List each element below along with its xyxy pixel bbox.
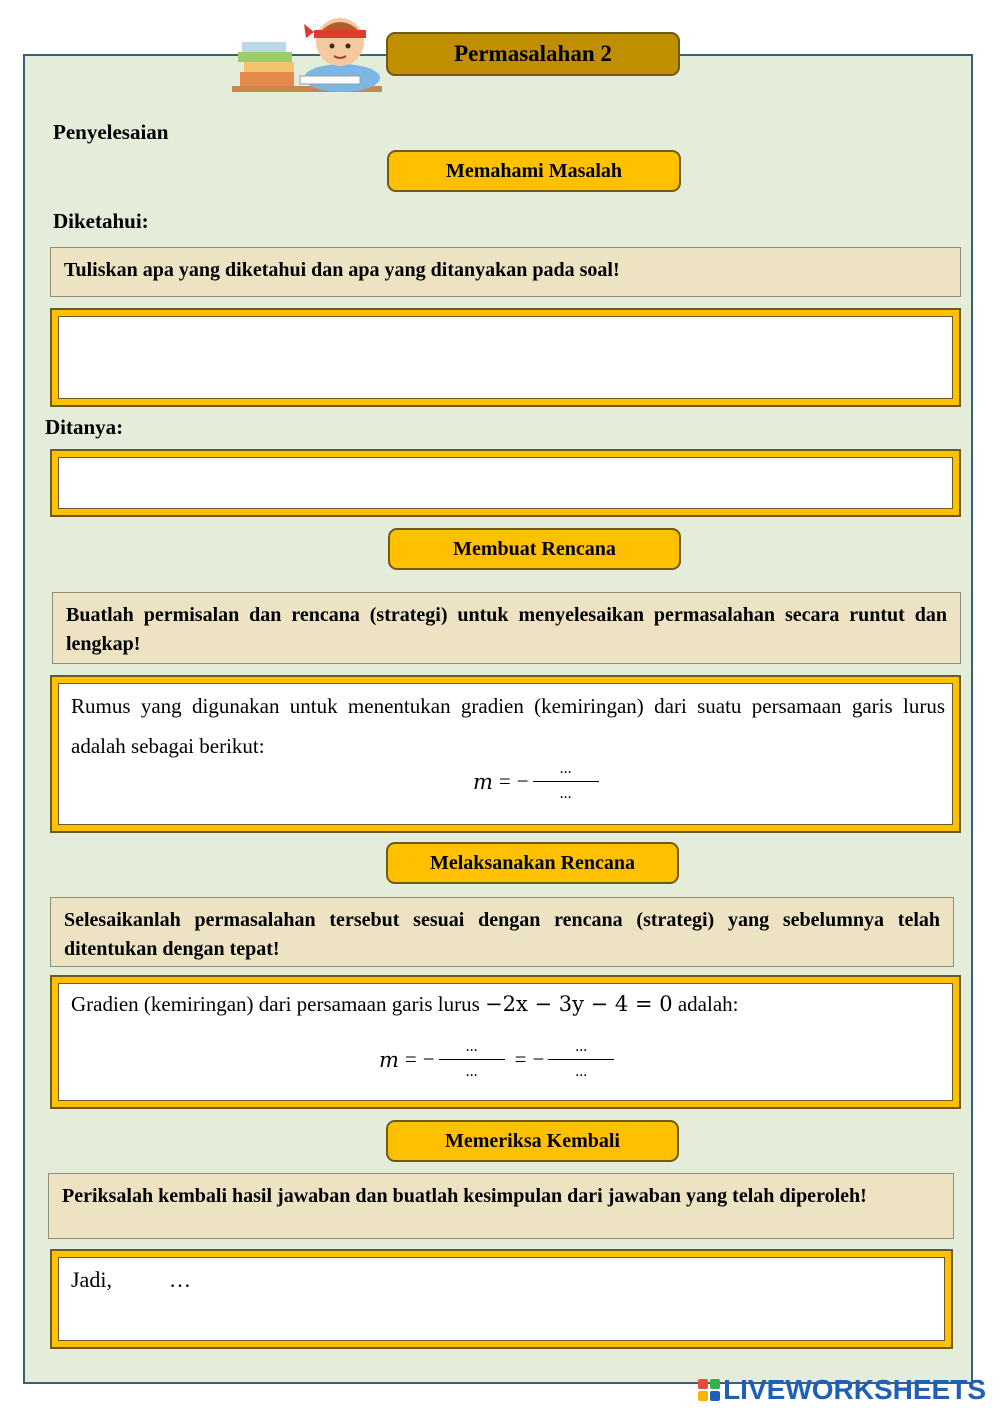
- formula-fraction: [533, 760, 599, 803]
- body-suffix: adalah:: [677, 992, 739, 1016]
- membuat-rencana-heading: Membuat Rencana: [388, 528, 681, 570]
- melaksanakan-answer-frame: [50, 975, 961, 1109]
- fraction-denominator-2[interactable]: ...: [575, 1063, 588, 1080]
- memeriksa-kembali-heading: Memeriksa Kembali: [386, 1120, 679, 1162]
- line-equation: −2x − 3y − 4 = 0: [485, 992, 673, 1016]
- memeriksa-answer-frame: [50, 1249, 953, 1349]
- formula-variable: m: [379, 1047, 399, 1072]
- fraction-numerator-2[interactable]: ...: [575, 1038, 588, 1055]
- penyelesaian-label: Penyelesaian: [53, 120, 169, 144]
- rencana-instruction: Buatlah permisalan dan rencana (strategi) untuk menyelesaikan permasalahan secara runtut dan lengkap!: [52, 592, 961, 664]
- formula-sign: −: [516, 769, 529, 793]
- ditanya-answer-field[interactable]: [58, 457, 953, 509]
- body-prefix: Gradien (kemiringan) dari persamaan garis lurus: [71, 992, 480, 1016]
- diketahui-label: Diketahui:: [53, 209, 149, 233]
- formula-sign-2: −: [532, 1047, 545, 1071]
- melaksanakan-rencana-heading: Melaksanakan Rencana: [386, 842, 679, 884]
- liveworksheets-brand-text: LIVEWORKSHEETS: [723, 1374, 986, 1405]
- formula-fraction-1: [439, 1038, 505, 1081]
- fraction-numerator-1[interactable]: ...: [465, 1038, 478, 1055]
- memeriksa-answer-box: [58, 1257, 945, 1341]
- liveworksheets-logo-icon: [698, 1379, 720, 1401]
- formula-equals: =: [498, 769, 511, 793]
- rencana-answer-box: [58, 683, 953, 825]
- ditanya-label: Ditanya:: [45, 415, 124, 439]
- melaksanakan-instruction: Selesaikanlah permasalahan tersebut sesuai dengan rencana (strategi) yang sebelumnya telah ditentukan dengan tepat!: [50, 897, 954, 967]
- memahami-masalah-heading: Memahami Masalah: [387, 150, 681, 192]
- formula-fraction-2: [548, 1038, 614, 1081]
- diketahui-answer-frame: [50, 308, 961, 407]
- student-reading-illustration: [230, 10, 390, 96]
- fraction-numerator[interactable]: ...: [559, 760, 572, 777]
- fraction-denominator-1[interactable]: ...: [465, 1063, 478, 1080]
- melaksanakan-answer-box: [58, 983, 953, 1101]
- diketahui-instruction: Tuliskan apa yang diketahui dan apa yang ditanyakan pada soal!: [50, 247, 961, 297]
- formula-equals-2: =: [514, 1047, 527, 1071]
- liveworksheets-logo: [698, 1374, 986, 1406]
- memeriksa-instruction: Periksalah kembali hasil jawaban dan buatlah kesimpulan dari jawaban yang telah diperoleh!: [48, 1173, 954, 1239]
- book-stack-icon: [240, 72, 294, 86]
- fraction-denominator[interactable]: ...: [559, 785, 572, 802]
- rencana-formula: [473, 760, 603, 803]
- rencana-body-text: Rumus yang digunakan untuk menentukan gradien (kemiringan) dari suatu persamaan garis lurus adalah sebagai berikut:: [71, 694, 945, 758]
- rencana-answer-frame: [50, 675, 961, 833]
- diketahui-answer-field[interactable]: [58, 316, 953, 399]
- formula-sign: −: [422, 1047, 435, 1071]
- ditanya-answer-frame: [50, 449, 961, 517]
- melaksanakan-formula: [379, 1038, 618, 1081]
- formula-variable: m: [473, 769, 493, 794]
- conclusion-prefix: Jadi,: [71, 1267, 112, 1292]
- worksheet-title: Permasalahan 2: [386, 32, 680, 76]
- conclusion-blank[interactable]: …: [169, 1267, 191, 1292]
- formula-equals: =: [404, 1047, 417, 1071]
- melaksanakan-body-text: [71, 984, 739, 1024]
